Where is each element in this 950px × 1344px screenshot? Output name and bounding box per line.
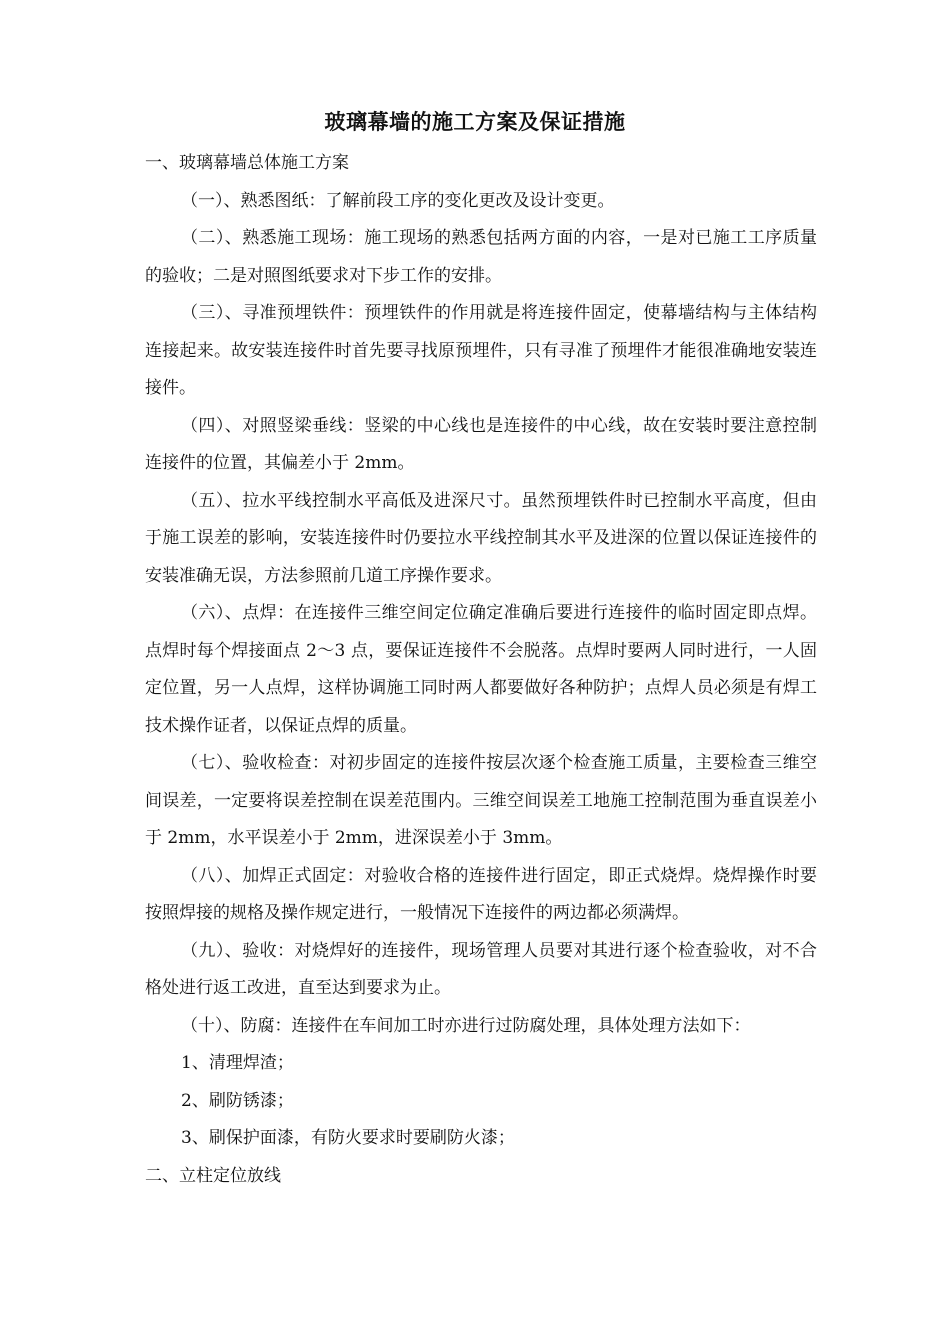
section-heading-1: 一、玻璃幕墙总体施工方案 [145,153,349,173]
document-title: 玻璃幕墙的施工方案及保证措施 [324,109,626,134]
paragraph-5: （五）、拉水平线控制水平高低及进深尺寸。虽然预埋铁件时已控制水平高度，但由于施工误差的影响，安装连接件时仍要拉水平线控制其水平及进深的位置以保证连接件的安装准确无误，方法参照前几道工序操作要求。 [145,490,817,586]
document-body [145,145,817,1195]
paragraph-4: （四）、对照竖梁垂线：竖梁的中心线也是连接件的中心线，故在安装时要注意控制连接件的位置，其偏差小于 2mm。 [145,415,817,473]
paragraph-3: （三）、寻准预埋铁件：预埋铁件的作用就是将连接件固定，使幕墙结构与主体结构连接起来。故安装连接件时首先要寻找原预埋件，只有寻准了预埋件才能很准确地安装连接件。 [145,303,817,398]
paragraph-1: （一）、熟悉图纸：了解前段工序的变化更改及设计变更。 [181,190,615,211]
paragraph-2: （二）、熟悉施工现场：施工现场的熟悉包括两方面的内容，一是对已施工工序质量的验收；二是对照图纸要求对下步工作的安排。 [145,228,817,286]
list-item-3: 3、刷保护面漆，有防火要求时要刷防火漆； [181,1128,515,1148]
list-item-2: 2、刷防锈漆； [181,1090,294,1111]
paragraph-9: （九）、验收：对烧焊好的连接件，现场管理人员要对其进行逐个检查验收，对不合格处进行返工改进，直至达到要求为止。 [145,940,817,998]
paragraph-8: （八）、加焊正式固定：对验收合格的连接件进行固定，即正式烧焊。烧焊操作时要按照焊接的规格及操作规定进行，一般情况下连接件的两边都必须满焊。 [145,865,817,923]
list-item-1: 1、清理焊渣； [181,1053,294,1073]
paragraph-6: （六）、点焊：在连接件三维空间定位确定准确后要进行连接件的临时固定即点焊。点焊时每个焊接面点 2～3 点，要保证连接件不会脱落。点焊时要两人同时进行，一人固定位置，另一人点焊，这样协调施工同时两人都要做好各种防护；点焊人员必须是有焊工技术操作证者，以保证点焊的质量。 [145,603,817,736]
section-heading-2: 二、立柱定位放线 [145,1165,281,1186]
paragraph-7: （七）、验收检查：对初步固定的连接件按层次逐个检查施工质量，主要检查三维空间误差，一定要将误差控制在误差范围内。三维空间误差工地施工控制范围为垂直误差小于 2mm，水平误差小于 2mm，进深误差小于 3mm。 [145,753,817,848]
paragraph-10: （十）、防腐：连接件在车间加工时亦进行过防腐处理，具体处理方法如下： [181,1015,751,1036]
